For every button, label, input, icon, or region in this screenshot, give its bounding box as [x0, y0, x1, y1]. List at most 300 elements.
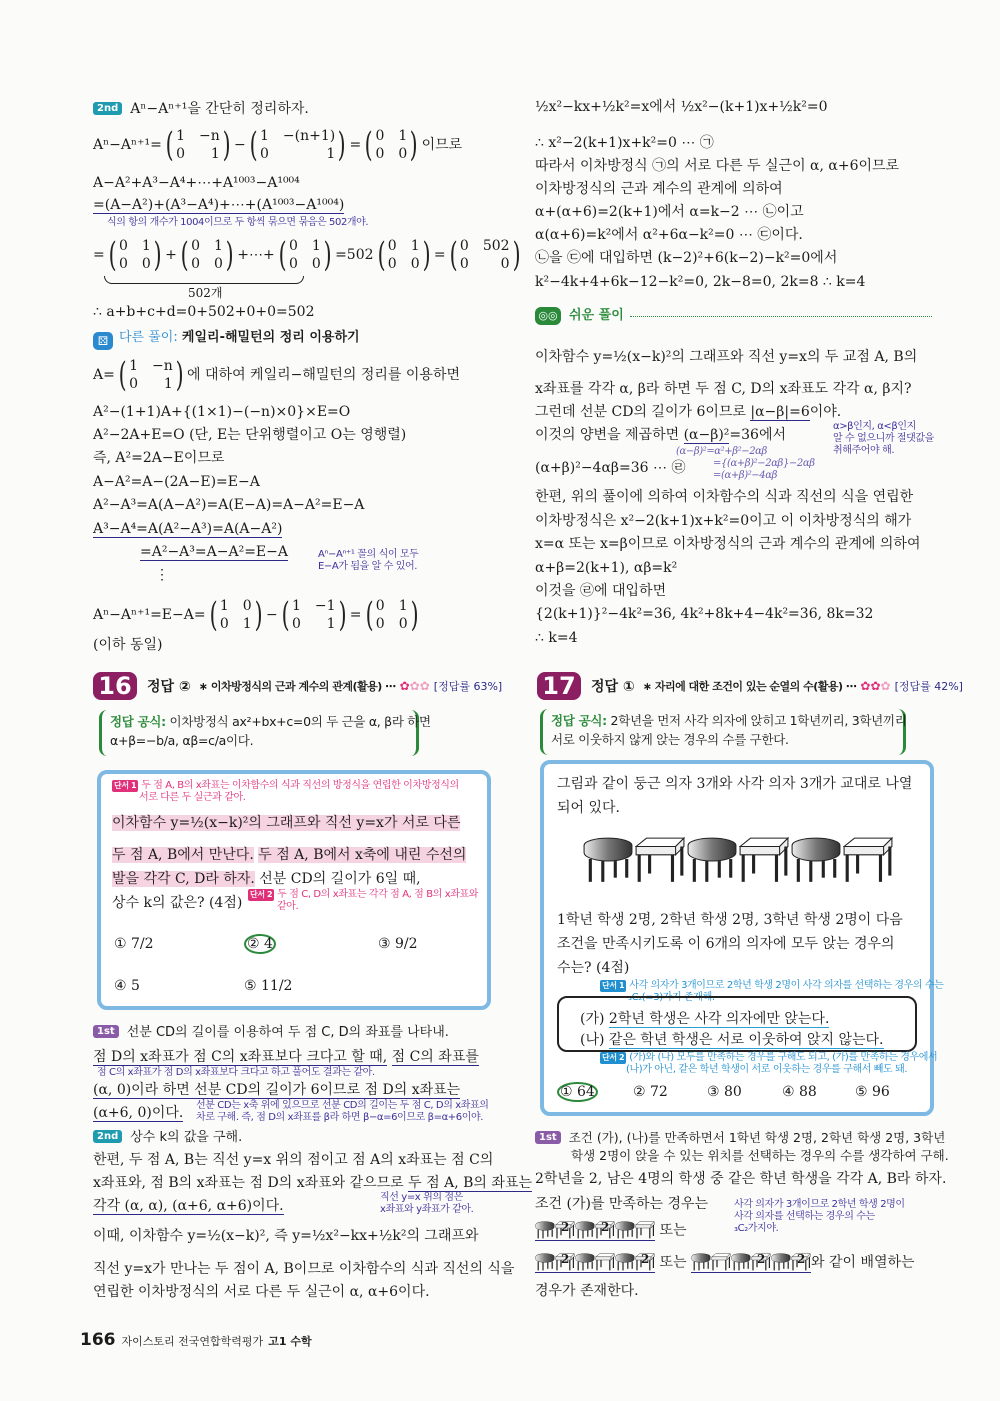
round-chair-icon — [582, 836, 634, 884]
cond-label: (나) — [580, 1032, 609, 1048]
matrix-cell: 1 — [141, 238, 151, 254]
q17-header — [537, 672, 963, 700]
sol-line: k²−4k+4+6k−12−k²=0, 2k−8=0, 2k=8 ∴ k=4 — [535, 274, 866, 290]
choice-3[interactable]: ③ 9/2 — [378, 936, 418, 952]
matrix-cell: 0 — [260, 146, 269, 162]
matrix-cell: 0 — [375, 146, 385, 162]
problem-line — [112, 846, 466, 864]
note-line: 알 수 없으니까 절댓값을 — [833, 433, 934, 444]
sol-line: ㉡을 ㉢에 대입하면 (k−2)²+6(k−2)−k²=0에서 — [535, 250, 838, 266]
matrix — [163, 125, 233, 165]
sol-text: 두 점 A, B의 좌표는 — [408, 1175, 532, 1191]
step-text: 조건 (가), (나)를 만족하면서 1학년 학생 2명, 2학년 학생 2명, 3학년 — [568, 1130, 946, 1145]
matrix-cell: 0 — [214, 256, 223, 272]
op: + — [165, 247, 177, 263]
glasses-icon: ◎◎ — [535, 307, 561, 325]
right-paren: ) — [337, 125, 346, 165]
sol-note: 점 C의 x좌표가 점 D의 x좌표보다 크다고 하고 풀어도 결과는 같아. — [97, 1067, 375, 1078]
sol-line: 이것을 ㉣에 대입하면 — [535, 583, 667, 599]
sol-line: 이차방정식의 근과 계수의 관계에 의하여 — [535, 181, 783, 197]
problem-line: 수는? (4점) — [557, 960, 630, 976]
hint-line: 사각 의자가 3개이므로 2학년 학생 2명이 사각 의자를 선택하는 경우의 수는 — [629, 980, 944, 991]
sol-text: 이것의 양변을 제곱하면 — [535, 427, 684, 443]
matrix-cell: 1 — [242, 616, 252, 632]
right-paren: ) — [512, 235, 521, 275]
right-paren: ) — [410, 595, 419, 635]
square-chair-icon — [738, 836, 790, 884]
eq-lhs: A= — [93, 367, 115, 383]
eq-tail: 이므로 — [421, 137, 463, 153]
right-paren: ) — [409, 125, 418, 165]
page-footer — [80, 1330, 312, 1350]
easy-solution-header — [535, 307, 624, 325]
matrix — [247, 125, 349, 165]
matrix-cell: 1 — [176, 128, 185, 144]
sol-line: x=α 또는 x=β이므로 이차방정식의 근과 계수의 관계에 의하여 — [535, 536, 921, 552]
alt-line: 즉, A²=2A−E이므로 — [93, 450, 225, 466]
chair-arrangement — [535, 1252, 655, 1273]
alt-line: A²−(1+1)A+{(1×1)−(−n)×0}×E=O — [93, 404, 351, 420]
square-chair-icon — [635, 1252, 655, 1272]
book-title: 자이스토리 전국연합학력평가 — [121, 1335, 264, 1348]
matrix-cell: 0 — [219, 616, 229, 632]
alt-solution-header — [93, 329, 360, 350]
matrix-cell: 0 — [311, 256, 321, 272]
arrangement-line-1 — [535, 1220, 687, 1241]
matrix — [276, 235, 334, 275]
sol-line: 직선 y=x가 만나는 두 점이 A, B이므로 이차함수의 식과 직선의 식을 — [93, 1261, 515, 1277]
sol-line: α+(α+6)=2(k+1)에서 α=k−2 ⋯ ㉡이고 — [535, 204, 804, 220]
step-text: 학생 2명이 앉을 수 있는 위치를 선택하는 경우의 수를 생각하여 구해. — [571, 1148, 949, 1163]
sol-note — [380, 1192, 473, 1216]
sol-line — [93, 1197, 284, 1215]
matrix-grid — [220, 598, 252, 632]
matrix-cell: 0 — [242, 598, 252, 614]
sol-text: 그런데 선분 CD의 길이가 6이므로 — [535, 404, 751, 420]
alt-label: 다른 풀이: — [119, 330, 178, 345]
sol-line: 따라서 이차방정식 ㉠의 서로 다른 두 실근이 α, α+6이므로 — [535, 158, 900, 174]
matrix-grid — [289, 238, 321, 272]
divider — [630, 316, 932, 317]
note-line: ={(α+β)²−2αβ}−2αβ — [713, 458, 815, 469]
grade: 고1 수학 — [268, 1335, 312, 1348]
q17-hint-2 — [600, 1052, 937, 1076]
hint-tag: 단서 1 — [602, 981, 625, 990]
note-line: 취해주어야 해. — [833, 445, 895, 456]
star-icon: ✿ — [409, 679, 420, 693]
matrix-cell: 1 — [326, 146, 336, 162]
sol-line: 이때, 이차함수 y=½(x−k)², 즉 y=½x²−kx+½k²의 그래프와 — [93, 1228, 479, 1244]
matrix-cell: 1 — [210, 146, 220, 162]
topic: ∗ 이차방정식의 근과 계수의 관계(활용) ⋯ — [198, 680, 396, 693]
right-paren: ) — [153, 235, 162, 275]
problem-text: 두 점 A, B에서 x축에 내린 수선의 — [258, 847, 467, 863]
matrix — [106, 235, 164, 275]
matrix-cell: 0 — [398, 616, 408, 632]
sum-line-2 — [93, 196, 344, 214]
step-2 — [93, 100, 309, 118]
matrix-cell: 0 — [375, 598, 385, 614]
question-number: 17 — [537, 672, 581, 700]
problem-line: 1학년 학생 2명, 2학년 학생 2명, 3학년 학생 2명이 다음 — [557, 912, 903, 928]
or-text: 또는 — [659, 1222, 687, 1239]
matrix-cell: 1 — [398, 598, 408, 614]
square-chair-icon — [555, 1220, 575, 1240]
formula-label: 정답 공식: — [551, 713, 607, 728]
square-chair-icon — [635, 1220, 655, 1240]
cond-text: 같은 학년 학생은 서로 이웃하여 앉지 않는다. — [608, 1032, 884, 1048]
alt-line: A−A²=A−(2A−E)=E−A — [93, 474, 260, 490]
op: = — [349, 137, 362, 153]
left-paren: ( — [449, 235, 458, 275]
choice-4[interactable]: ④ 5 — [114, 978, 140, 994]
matrix-cell: 0 — [191, 238, 201, 254]
star-icon: ✿ — [870, 679, 881, 693]
sol-note — [676, 446, 815, 482]
sol-line: 연립한 이차방정식의 서로 다른 두 실근이 α, α+6이다. — [93, 1284, 430, 1300]
left-paren: ( — [278, 235, 287, 275]
op: − — [234, 137, 246, 153]
alt-line — [93, 520, 282, 538]
round-chair-icon — [535, 1220, 555, 1240]
step-text: Aⁿ−Aⁿ⁺¹을 간단히 정리하자. — [130, 101, 309, 117]
sol-line: ½x²−kx+½k²=x에서 ½x²−(k+1)x+½k²=0 — [535, 99, 828, 115]
matrix-cell: 1 — [214, 238, 223, 254]
note-line: (α−β)²=α²+β²−2αβ — [676, 446, 767, 457]
matrix-cell: 1 — [291, 598, 301, 614]
matrix-grid — [119, 238, 151, 272]
matrix-cell: 0 — [500, 256, 510, 272]
condition-na — [580, 1031, 884, 1049]
alt-final — [93, 595, 422, 635]
left-paren: ( — [377, 235, 386, 275]
left-paren: ( — [108, 235, 117, 275]
problem-text: 두 점 A, B에서 만난다. — [112, 847, 254, 863]
matrix-cell: 0 — [375, 128, 385, 144]
seat-label: 2 — [756, 1252, 766, 1266]
problem-text: 선분 CD의 길이가 6일 때, — [259, 871, 421, 887]
right-paren: ) — [222, 125, 231, 165]
star-icon: ✿ — [399, 679, 410, 693]
correct-choice: ② 4 — [244, 934, 276, 954]
brace-label: 502개 — [188, 286, 223, 300]
eq-lhs: Aⁿ−Aⁿ⁺¹= — [93, 137, 162, 153]
op: = — [93, 247, 105, 263]
matrix-cell: 1 — [410, 238, 420, 254]
left-paren: ( — [165, 125, 174, 165]
sol16-step1 — [93, 1024, 449, 1042]
note-line: Aⁿ−Aⁿ⁺¹ 꼴의 식이 모두 — [318, 549, 419, 560]
round-chair-icon — [686, 836, 738, 884]
step-badge: 1st — [535, 1131, 561, 1144]
hint-tag: 단서 1 — [114, 781, 137, 790]
sol-text: 각각 (α, α), (α+6, α+6)이다. — [93, 1198, 284, 1214]
note-line: 선분 CD는 x축 위에 있으므로 선분 CD의 길이는 두 점 C, D의 x좌표의 — [196, 1100, 489, 1111]
round-chair-icon — [731, 1252, 751, 1272]
round-chair-icon — [771, 1252, 791, 1272]
choice-5[interactable]: ⑤ 96 — [855, 1084, 890, 1100]
hint-line: 같아. — [277, 901, 299, 912]
answer: 정답 ② — [147, 679, 191, 695]
sol17-step1 — [535, 1129, 949, 1165]
choice-4[interactable]: ④ 88 — [782, 1084, 817, 1100]
seat-label: 2 — [641, 1252, 650, 1266]
step-badge: 2nd — [93, 102, 122, 115]
square-chair-icon — [711, 1252, 731, 1272]
note-line: 사각 의자를 선택하는 경우의 수는 — [734, 1211, 875, 1222]
sol-line — [93, 1081, 460, 1099]
matrix-cell: 0 — [375, 616, 385, 632]
square-chair-icon — [842, 836, 894, 884]
right-paren: ) — [323, 235, 332, 275]
sol-note — [734, 1199, 905, 1235]
eq-lhs: Aⁿ−Aⁿ⁺¹=E−A= — [93, 607, 206, 623]
sol-text: x좌표와, 점 B의 x좌표는 점 D의 x좌표와 같으므로 — [93, 1175, 404, 1191]
left-paren: ( — [281, 595, 290, 635]
right-paren: ) — [254, 595, 263, 635]
hint-line: (가)와 (나) 모두를 만족하는 경우를 구해도 되고, (가)를 만족하는 경우에서 — [629, 1052, 938, 1063]
square-chair-icon — [634, 836, 686, 884]
sol-line: x좌표를 각각 α, β라 하면 두 점 C, D의 x좌표도 각각 α, β지? — [535, 381, 912, 397]
matrix-grid — [376, 128, 408, 162]
matrix — [447, 235, 523, 275]
left-paren: ( — [364, 125, 373, 165]
left-paren: ( — [249, 125, 258, 165]
matrix-grid — [191, 238, 223, 272]
matrix-cell: −n — [152, 358, 173, 374]
round-chair-icon — [615, 1220, 635, 1240]
matrix-cell: −(n+1) — [282, 128, 336, 144]
formula-line: 이차방정식 ax²+bx+c=0의 두 근을 α, β라 하면 — [169, 714, 431, 729]
square-chair-icon — [555, 1252, 575, 1272]
note-line: ₃C₂가지야. — [734, 1223, 779, 1234]
hint-line: 서로 다른 두 실근과 같아. — [139, 792, 246, 803]
matrix-cell: 0 — [176, 146, 185, 162]
step-text: 상수 k의 값을 구해. — [130, 1130, 243, 1145]
condition-ga — [580, 1010, 829, 1028]
topic: ∗ 자리에 대한 조건이 있는 순열의 수(활용) ⋯ — [642, 680, 857, 693]
q16-header — [93, 672, 502, 700]
sol-line: α+β=2(k+1), αβ=k² — [535, 560, 678, 576]
matrix-cell: 0 — [191, 256, 201, 272]
matrix-grid — [376, 598, 408, 632]
formula-label: 정답 공식: — [110, 714, 166, 729]
sol-note — [833, 421, 934, 457]
problem-text: 발을 각각 C, D라 하자. — [112, 871, 255, 887]
matrix-cell: 1 — [260, 128, 269, 144]
seat-label: 2 — [561, 1220, 570, 1234]
page-number: 166 — [80, 1330, 116, 1350]
arrangement-line-2 — [535, 1252, 915, 1273]
right-paren: ) — [422, 235, 431, 275]
sol-note — [196, 1100, 489, 1124]
problem-text: 이차함수 y=½(x−k)²의 그래프와 직선 y=x가 서로 다른 — [112, 815, 461, 831]
matrix-cell: 1 — [129, 358, 139, 374]
answer: 정답 ① — [591, 679, 635, 695]
underbrace — [104, 276, 304, 284]
matrix-cell: 0 — [129, 376, 139, 392]
left-paren: ( — [118, 355, 127, 395]
note-line: E−A가 됨을 알 수 있어. — [318, 561, 418, 572]
alt-note — [318, 549, 418, 573]
choice-2[interactable]: ② 72 — [633, 1084, 668, 1100]
problem-line: 조건을 만족시키도록 이 6개의 의자에 모두 앉는 경우의 — [557, 936, 895, 952]
sol-text: 이야. — [809, 404, 842, 420]
matrix — [279, 595, 349, 635]
question-number: 16 — [93, 672, 137, 700]
problem-line — [112, 870, 421, 888]
sol-line: ∴ k=4 — [535, 630, 578, 646]
correct-rate: [정답률 42%] — [894, 680, 963, 693]
round-chair-icon — [615, 1252, 635, 1272]
matrix — [362, 125, 420, 165]
alt-line-text: =A²−A³=A−A²=E−A — [140, 544, 288, 560]
op: = — [433, 247, 446, 263]
easy-label: 쉬운 풀이 — [569, 308, 624, 323]
alt-intro — [93, 355, 461, 395]
choice-1[interactable]: ① 7/2 — [114, 936, 154, 952]
sol-line: {2(k+1)}²−4k²=36, 4k²+8k+4−4k²=36, 8k=32 — [535, 606, 874, 622]
matrix-cell: −1 — [314, 598, 336, 614]
choice-2[interactable] — [244, 936, 276, 952]
matrix-cell: 1 — [311, 238, 321, 254]
matrix-cell: 0 — [119, 238, 128, 254]
sol-line: 이차방정식은 x²−2(k+1)x+k²=0이고 이 이차방정식의 해가 — [535, 513, 912, 529]
q17-formula — [540, 709, 906, 755]
or-text: 또는 — [659, 1254, 687, 1271]
choice-1[interactable] — [557, 1084, 598, 1100]
square-chair-icon — [751, 1252, 771, 1272]
matrix-cell: 0 — [291, 616, 301, 632]
formula-line: α+β=−b/a, αβ=c/a이다. — [110, 733, 254, 748]
matrix-cell: 0 — [387, 238, 397, 254]
matrix-grid — [176, 128, 220, 162]
formula-line: 서로 이웃하지 않게 앉는 경우의 수를 구한다. — [551, 732, 789, 747]
matrix-cell: 0 — [288, 256, 298, 272]
q16-formula — [99, 710, 431, 756]
difficulty-stars — [400, 679, 430, 693]
matrix-cell: 1 — [163, 376, 173, 392]
chair-arrangement — [535, 1220, 655, 1241]
matrix-cell: 0 — [288, 238, 298, 254]
matrix-cell: 0 — [119, 256, 128, 272]
matrix-cell: −n — [198, 128, 220, 144]
left-paren: ( — [209, 595, 218, 635]
matrix-grid — [460, 238, 510, 272]
hint-line: (나)가 아닌, 같은 학년 학생이 서로 이웃하는 경우를 구해서 빼도 돼. — [626, 1064, 908, 1075]
sol-line: 한편, 위의 풀이에 의하여 이차함수의 식과 직선의 식을 연립한 — [535, 489, 914, 505]
matrix-cell: 0 — [459, 238, 469, 254]
correct-rate: [정답률 63%] — [433, 680, 503, 693]
matrix-grid — [292, 598, 336, 632]
matrix-grid — [129, 358, 173, 392]
sol-text: (α, 0)이라 하면 선분 CD의 길이가 6이므로 점 D의 x좌표는 — [93, 1082, 461, 1098]
alt-title: 케일리-해밀턴의 정리 이용하기 — [181, 330, 360, 345]
problem-line — [112, 814, 460, 832]
alt-line-text: A³−A⁴=A(A²−A³)=A(A−A²) — [93, 521, 283, 537]
sol-line: α(α+6)=k²에서 α²+6α−k²=0 ⋯ ㉢이다. — [535, 227, 803, 243]
sol-text: 와 같이 배열하는 — [810, 1254, 915, 1271]
right-paren: ) — [338, 595, 347, 635]
square-chair-icon — [595, 1252, 615, 1272]
sol-text: 점 C의 좌표를 — [391, 1049, 479, 1065]
matrix-cell: 1 — [326, 616, 336, 632]
sol-line: 이차함수 y=½(x−k)²의 그래프와 직선 y=x의 두 교점 A, B의 — [535, 349, 918, 365]
matrix-grid — [260, 128, 335, 162]
step-badge: 2nd — [93, 1130, 122, 1143]
matrix — [375, 235, 433, 275]
op: = — [349, 607, 362, 623]
equation-difference — [93, 125, 463, 165]
choice-3[interactable]: ③ 80 — [707, 1084, 742, 1100]
square-chair-icon — [595, 1220, 615, 1240]
problem-line: 그림과 같이 둥근 의자 3개와 사각 의자 3개가 교대로 나열 — [557, 776, 913, 792]
star-icon: ✿ — [419, 679, 430, 693]
sol-text: |α−β|=6 — [750, 404, 810, 420]
matrix-cell: 0 — [410, 256, 420, 272]
hint-line: 두 점 C, D의 x좌표는 각각 점 A, 점 B의 x좌표와 — [277, 889, 479, 900]
star-icon: ✿ — [860, 679, 871, 693]
round-chair-icon — [575, 1252, 595, 1272]
chairs-figure — [582, 836, 894, 884]
left-paren: ( — [365, 595, 374, 635]
choice-5[interactable]: ⑤ 11/2 — [244, 978, 293, 994]
correct-choice: ① 64 — [557, 1082, 598, 1102]
q16-hint-1 — [112, 780, 459, 804]
sol-text: =36에서 — [729, 427, 787, 443]
sol-line — [93, 1048, 479, 1066]
matrix-cell: 0 — [398, 146, 408, 162]
difficulty-stars — [860, 679, 890, 693]
sol-line: ∴ x²−2(k+1)x+k²=0 ⋯ ㉠ — [535, 135, 714, 151]
step-text: 선분 CD의 길이를 이용하여 두 점 C, D의 좌표를 나타내. — [126, 1025, 449, 1040]
eq-tail: 에 대하여 케일리−해밀턴의 정리를 이용하면 — [187, 367, 461, 383]
sol-text: 점 D의 x좌표가 점 C의 x좌표보다 크다고 할 때, — [93, 1049, 388, 1065]
dice-icon: ⚄ — [93, 332, 113, 350]
step-badge: 1st — [93, 1025, 119, 1038]
seat-label: 2 — [796, 1252, 806, 1266]
round-chair-icon — [575, 1220, 595, 1240]
matrix-cell: 0 — [141, 256, 151, 272]
square-chair-icon — [791, 1252, 811, 1272]
hint-line: 두 점 A, B의 x좌표는 이차함수의 식과 직선의 방정식을 연립한 이차방정식의 — [141, 780, 459, 791]
sol-line — [93, 1174, 532, 1192]
sol-line — [93, 1104, 183, 1122]
formula-line: 2학년을 먼저 사각 의자에 앉히고 1학년끼리, 3학년끼리 — [610, 713, 907, 728]
star-icon: ✿ — [880, 679, 891, 693]
sol-text: (α−β)² — [683, 427, 730, 443]
vertical-ellipsis: ⋮ — [155, 567, 169, 583]
sol-line: 조건 (가)를 만족하는 경우는 — [535, 1196, 709, 1212]
sol-line: 2학년을 2, 남은 4명의 학생 중 같은 학년 학생을 각각 A, B라 하자. — [535, 1171, 947, 1187]
op: =502 — [335, 247, 374, 263]
note-line: 차로 구해. 즉, 점 D의 x좌표를 β라 하면 β−α=6이므로 β=α+6이야. — [196, 1112, 484, 1123]
q16-hint-2 — [248, 889, 478, 913]
note-line: x좌표와 y좌표가 같아. — [380, 1204, 474, 1215]
matrix — [178, 235, 236, 275]
sum-line-1: A−A²+A³−A⁴+⋯+A¹⁰⁰³−A¹⁰⁰⁴ — [93, 175, 300, 191]
seat-label: 2 — [601, 1220, 610, 1234]
hint-tag: 단서 2 — [602, 1053, 625, 1062]
note-line: =(α+β)²−4αβ — [713, 470, 777, 481]
matrix-cell: 0 — [459, 256, 469, 272]
conclusion: ∴ a+b+c+d=0+502+0+0=502 — [93, 304, 315, 320]
problem-line: 되어 있다. — [557, 800, 620, 816]
sum-note: 식의 항의 개수가 1004이므로 두 항씩 묶으면 묶음은 502개야. — [107, 217, 369, 228]
round-chair-icon — [691, 1252, 711, 1272]
alt-line — [140, 543, 288, 561]
matrix — [116, 355, 186, 395]
